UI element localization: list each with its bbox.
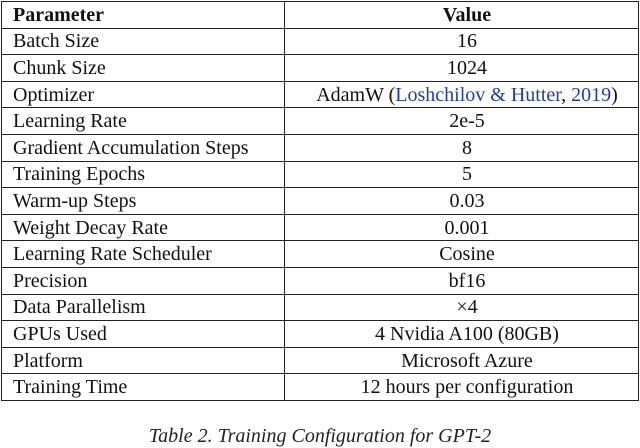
param-cell: Platform bbox=[2, 347, 285, 374]
param-cell: Training Epochs bbox=[2, 161, 285, 188]
table-row bbox=[2, 108, 639, 135]
value-cell: 1024 bbox=[285, 55, 639, 82]
citation-separator: , bbox=[561, 83, 572, 106]
value-cell: 0.001 bbox=[285, 214, 639, 241]
table-row bbox=[2, 214, 639, 241]
header-value: Value bbox=[285, 2, 639, 29]
param-cell: Optimizer bbox=[2, 81, 285, 108]
value-cell: 8 bbox=[285, 134, 639, 161]
param-cell: Training Time bbox=[2, 374, 285, 401]
table-row bbox=[2, 321, 639, 348]
table-row bbox=[2, 55, 639, 82]
table-row bbox=[2, 188, 639, 215]
table-row bbox=[2, 294, 639, 321]
value-cell: 16 bbox=[285, 28, 639, 55]
value-cell: 12 hours per configuration bbox=[285, 374, 639, 401]
table-row bbox=[2, 81, 639, 108]
citation-year-link[interactable]: 2019 bbox=[571, 83, 612, 106]
value-cell: 5 bbox=[285, 161, 639, 188]
value-cell: ×4 bbox=[285, 294, 639, 321]
citation-authors-link[interactable]: Loshchilov & Hutter bbox=[395, 83, 562, 106]
param-cell: Learning Rate Scheduler bbox=[2, 241, 285, 268]
param-cell: Precision bbox=[2, 267, 285, 294]
table-caption: Table 2. Training Configuration for GPT-2 bbox=[148, 425, 492, 447]
optimizer-name: AdamW bbox=[316, 83, 384, 106]
paren-open: ( bbox=[383, 83, 396, 106]
value-cell: 2e-5 bbox=[285, 108, 639, 135]
value-cell: Cosine bbox=[285, 241, 639, 268]
param-cell: Warm-up Steps bbox=[2, 188, 285, 215]
param-cell: Batch Size bbox=[2, 28, 285, 55]
param-cell: Chunk Size bbox=[2, 55, 285, 82]
table-row bbox=[2, 347, 639, 374]
table-row bbox=[2, 267, 639, 294]
header-row bbox=[2, 2, 639, 29]
param-cell: Learning Rate bbox=[2, 108, 285, 135]
param-cell: Weight Decay Rate bbox=[2, 214, 285, 241]
value-cell: 0.03 bbox=[285, 188, 639, 215]
table-row bbox=[2, 161, 639, 188]
table-row bbox=[2, 28, 639, 55]
param-cell: Data Parallelism bbox=[2, 294, 285, 321]
value-cell: Microsoft Azure bbox=[285, 347, 639, 374]
value-cell: 4 Nvidia A100 (80GB) bbox=[285, 321, 639, 348]
param-cell: GPUs Used bbox=[2, 321, 285, 348]
table-row bbox=[2, 374, 639, 401]
table-row bbox=[2, 134, 639, 161]
table-row bbox=[2, 241, 639, 268]
value-cell bbox=[285, 81, 639, 108]
value-cell: bf16 bbox=[285, 267, 639, 294]
param-cell: Gradient Accumulation Steps bbox=[2, 134, 285, 161]
training-config-table bbox=[1, 1, 639, 401]
paren-close: ) bbox=[611, 83, 618, 106]
header-parameter: Parameter bbox=[2, 2, 285, 29]
